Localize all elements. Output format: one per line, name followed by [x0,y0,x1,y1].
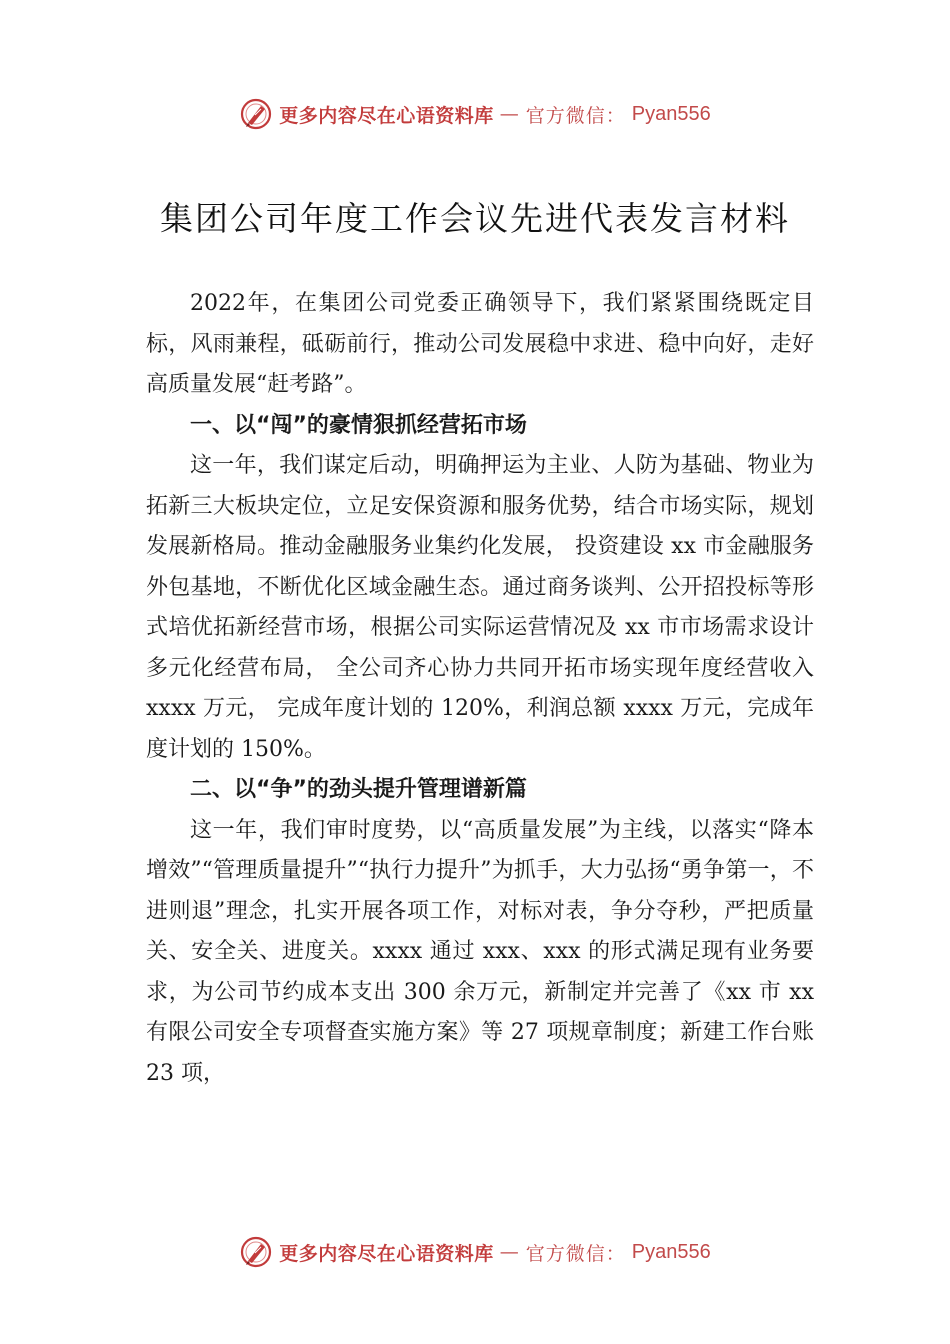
section-2-heading: 二、以“争”的劲头提升管理谱新篇 [190,777,527,802]
document-title: 集团公司年度工作会议先进代表发言材料 [160,199,790,238]
banner-brand-text: 更多内容尽在心语资料库 [279,104,494,127]
banner-wechat-id: Pyan556 [631,102,711,125]
intro-paragraph: 2022年，在集团公司党委正确领导下，我们紧紧围绕既定目标，风雨兼程，砥砺前行，推动公司发展稳中求进、稳中向好，走好高质量发展“赶考路”。 [146,291,814,397]
footer-wechat-id: Pyan556 [631,1240,711,1263]
section-1-paragraph: 这一年，我们谋定后动，明确押运为主业、人防为基础、物业为拓新三大板块定位，立足安保资源和服务优势，结合市场实际，规划发展新格局。推动金融服务业集约化发展， 投资建设 xx 市金融服务外包基地，不断优化区域金融生态。通过商务谈判、公开招投标等形式培优拓新经营市场，根据公司实际运营情况及 xx 市市场需求设计多元化经营布局， 全公司齐心协力共同开拓市场实现年度经营收入 xxxx 万元， 完成年度计划的 120%，利润总额 xxxx 万元，完成年度计划的 150%。 [146,453,814,762]
pen-nib-logo-icon [239,1235,273,1269]
footer-brand-text: 更多内容尽在心语资料库 [279,1242,494,1265]
footer-separator: — [499,1241,520,1263]
pen-nib-logo-icon [239,97,273,131]
header-banner [0,94,950,134]
section-1-heading: 一、以“闯”的豪情狠抓经营拓市场 [190,412,527,438]
section-2-paragraph: 这一年，我们审时度势，以“高质量发展”为主线，以落实“降本增效”“管理质量提升”“执行力提升”为抓手，大力弘扬“勇争第一，不进则退”理念，扎实开展各项工作，对标对表，争分夺秒，严把质量关、安全关、进度关。xxxx 通过 xxx、xxx 的形式满足现有业务要求，为公司节约成本支出 300 余万元，新制定并完善了《xx 市 xx 有限公司安全专项督查实施方案》等 27 项规章制度；新建工作台账 23 项， [146,817,814,1086]
footer-wechat-label: 官方微信： [525,1242,626,1265]
banner-separator: — [499,103,520,125]
footer-banner [0,1232,950,1272]
banner-wechat-label: 官方微信： [525,104,626,127]
document-body [146,284,814,1094]
